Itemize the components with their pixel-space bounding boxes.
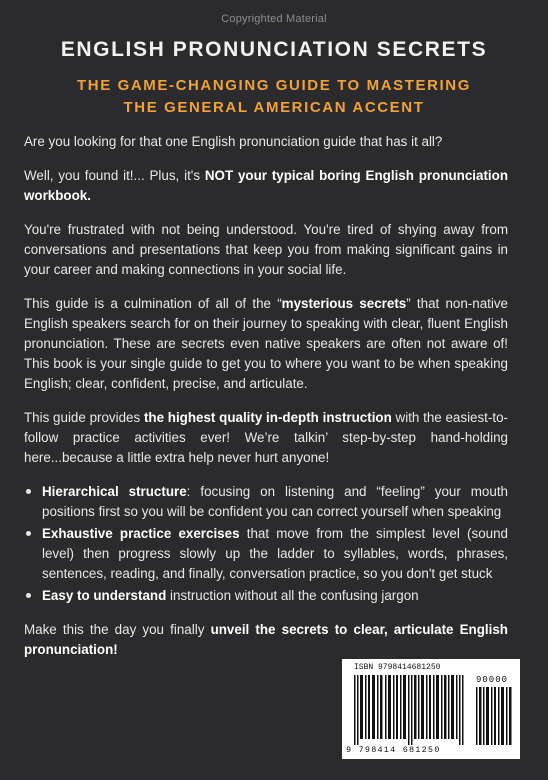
found-it-emphasis: NOT your typical boring English pronunciation workbook. [24, 168, 509, 203]
secrets-text-b: ” that non-native English speakers search for on their journey to speaking with clear, fluent English pronunciation. These are secrets even native speakers are often not aware of! This book is your single guide to get you to where you want to be when speaking English; clear, confident, precise, and articulate. [24, 296, 508, 391]
isbn-digits: 9 798414 681250 [346, 745, 441, 755]
quality-text-a: This guide provides [24, 410, 144, 425]
addon-barcode-icon [476, 687, 512, 745]
secrets-text-a: This guide is a culmination of all of the “ [24, 296, 282, 311]
secrets-paragraph [24, 294, 508, 394]
secrets-emphasis: mysterious secrets [281, 296, 407, 311]
bullet-dot-icon [26, 593, 31, 598]
quality-text-b: with the easiest-to-follow practice activities ever! We’re talkin’ step-by-step hand-holding here...because a little extra help never hurt anyone! [24, 410, 508, 465]
feature-text: that move from the simplest level (sound level) then progress slowly up the ladder to syllables, words, phrases, sentences, reading, and finally, conversation practice, so you don't get stuck [42, 526, 508, 581]
feature-text: : focusing on listening and “feeling” your mouth positions first so you will be confident you can correct yourself when speaking [42, 484, 508, 519]
isbn-barcode [342, 659, 520, 759]
found-it-paragraph [24, 166, 508, 206]
quality-emphasis: the highest quality in-depth instruction [143, 410, 392, 425]
ean-barcode-icon [354, 675, 466, 745]
intro-paragraph: Are you looking for that one English pronunciation guide that has it all? [24, 134, 443, 149]
list-item [42, 586, 508, 606]
feature-title: Easy to understand [42, 588, 167, 603]
back-cover-description [24, 132, 508, 674]
closing-emphasis: unveil the secrets to clear, articulate English pronunciation! [24, 622, 508, 657]
quality-paragraph [24, 408, 508, 468]
price-code: 90000 [476, 675, 509, 685]
subtitle-line-1: THE GAME-CHANGING GUIDE TO MASTERING [77, 77, 471, 94]
book-subtitle [0, 75, 548, 119]
feature-title: Hierarchical structure [42, 484, 187, 499]
list-item [42, 482, 508, 522]
subtitle-line-2: THE GENERAL AMERICAN ACCENT [123, 99, 425, 116]
found-it-text: Well, you found it!... Plus, it's [24, 168, 205, 183]
isbn-label: ISBN 9798414681250 [354, 663, 441, 672]
bullet-dot-icon [26, 489, 31, 494]
feature-title: Exhaustive practice exercises [42, 526, 240, 541]
bullet-dot-icon [26, 531, 31, 536]
copyright-watermark: Copyrighted Material [221, 13, 327, 25]
list-item [42, 524, 508, 584]
closing-text: Make this the day you finally [24, 622, 211, 637]
closing-paragraph [24, 620, 508, 660]
feature-text: instruction without all the confusing jargon [166, 588, 419, 603]
features-list [24, 482, 508, 606]
frustration-paragraph: You're frustrated with not being understood. You're tired of shying away from conversations and presentations that keep you from making significant gains in your career and making connections in your social life. [24, 222, 508, 277]
book-title: ENGLISH PRONUNCIATION SECRETS [60, 38, 488, 61]
